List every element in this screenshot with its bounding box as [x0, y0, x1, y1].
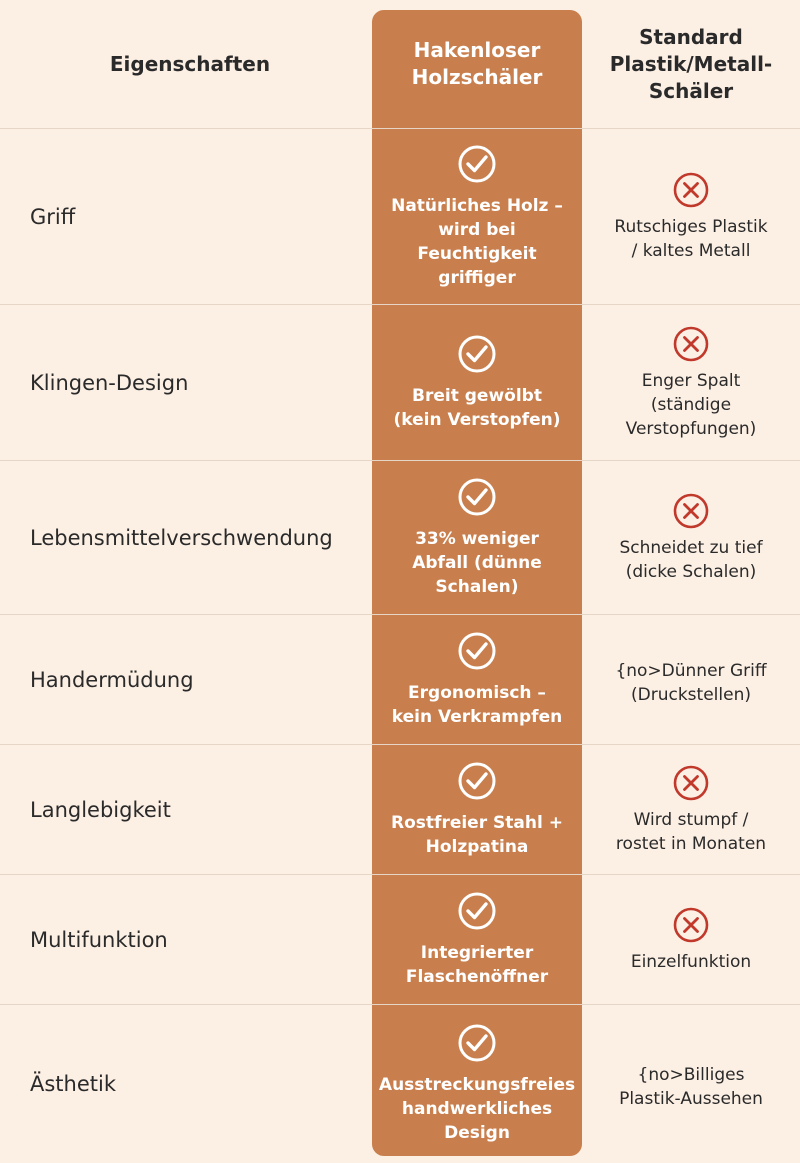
highlight-text-line: kein Verkrampfen: [391, 707, 563, 727]
table-row: [0, 304, 800, 461]
highlight-cell: [372, 745, 582, 875]
highlight-cell: [372, 305, 582, 461]
header-col1: [0, 0, 372, 128]
standard-text-line: {no>Billiges: [637, 1065, 745, 1085]
standard-text: [614, 215, 767, 263]
property-cell: [0, 875, 372, 1005]
highlight-text-line: (kein Verstopfen): [393, 410, 561, 430]
highlight-text-line: griffiger: [438, 268, 516, 288]
standard-cell: [582, 875, 800, 1005]
standard-text-line: Verstopfungen): [625, 419, 757, 439]
property-cell: [0, 1005, 372, 1163]
property-label: Handermüdung: [30, 668, 194, 692]
highlight-text-line: Holzpatina: [425, 837, 529, 857]
standard-text-line: rostet in Monaten: [615, 834, 767, 854]
header-col3-line1: Standard: [639, 24, 743, 49]
highlight-text-line: wird bei: [438, 220, 516, 240]
highlight-cell: [372, 615, 582, 745]
highlight-text: [391, 194, 563, 290]
table-row: [0, 744, 800, 875]
standard-text-line: Wird stumpf /: [633, 810, 749, 830]
highlight-text: [391, 811, 563, 859]
table-row: [0, 874, 800, 1005]
property-cell: [0, 745, 372, 875]
property-cell: [0, 129, 372, 305]
highlight-text-line: Flaschenöffner: [405, 967, 549, 987]
highlight-text-line: Ergonomisch –: [408, 683, 546, 703]
standard-text: [626, 369, 757, 441]
highlight-text-line: Breit gewölbt: [412, 386, 542, 406]
standard-cell: [582, 461, 800, 615]
property-label: Klingen-Design: [30, 371, 189, 395]
standard-text-line: (dicke Schalen): [625, 562, 757, 582]
highlight-cell: [372, 461, 582, 615]
cross-circle-icon: [672, 492, 710, 530]
property-label: Langlebigkeit: [30, 798, 171, 822]
standard-text: [619, 1063, 763, 1111]
check-circle-icon: [457, 631, 497, 671]
property-label: Ästhetik: [30, 1072, 116, 1096]
header-row: [0, 0, 800, 128]
property-cell: [0, 615, 372, 745]
check-circle-icon: [457, 761, 497, 801]
highlight-cell: [372, 875, 582, 1005]
cross-circle-icon: [672, 325, 710, 363]
header-col2-line1: Hakenloser: [413, 38, 541, 62]
standard-text: [615, 659, 766, 707]
highlight-text: [393, 384, 560, 432]
cross-circle-icon: [672, 906, 710, 944]
header-col3-line2: Plastik/Metall-: [609, 51, 773, 76]
standard-text-line: {no>Dünner Griff: [615, 661, 767, 681]
header-col3-line3: Schäler: [648, 78, 734, 103]
header-col2: [372, 0, 582, 128]
standard-text-line: Schneidet zu tief: [619, 538, 763, 558]
property-label: Griff: [30, 205, 76, 229]
highlight-text-line: 33% weniger: [415, 529, 539, 549]
standard-text-line: (ständige: [650, 395, 732, 415]
highlight-text-line: Natürliches Holz –: [391, 196, 563, 216]
highlight-text-line: handwerkliches: [401, 1099, 553, 1119]
table-row: [0, 614, 800, 745]
highlight-text-line: Abfall (dünne: [412, 553, 542, 573]
property-label: Multifunktion: [30, 928, 168, 952]
check-circle-icon: [457, 1023, 497, 1063]
check-circle-icon: [457, 477, 497, 517]
highlight-text-line: Integrierter: [420, 943, 534, 963]
standard-text-line: Enger Spalt: [641, 371, 741, 391]
standard-text: [619, 536, 762, 584]
highlight-text: [406, 941, 548, 989]
highlight-text: [392, 681, 562, 729]
highlight-text-line: Schalen): [435, 577, 519, 597]
highlight-cell: [372, 1005, 582, 1163]
property-cell: [0, 305, 372, 461]
standard-cell: [582, 129, 800, 305]
highlight-text-line: Rostfreier Stahl +: [391, 813, 563, 833]
standard-text-line: / kaltes Metall: [631, 241, 751, 261]
highlight-text-line: Feuchtigkeit: [417, 244, 537, 264]
standard-cell: [582, 615, 800, 745]
table-row: [0, 128, 800, 305]
highlight-cell: [372, 129, 582, 305]
standard-text: [631, 950, 751, 974]
cross-circle-icon: [672, 171, 710, 209]
standard-cell: [582, 305, 800, 461]
standard-cell: [582, 1005, 800, 1163]
table-row: [0, 1004, 800, 1163]
standard-text: [616, 808, 766, 856]
table-row: [0, 460, 800, 615]
standard-text-line: Rutschiges Plastik: [614, 217, 768, 237]
property-label: Lebensmittelverschwendung: [30, 526, 333, 550]
header-col3: [582, 0, 800, 128]
check-circle-icon: [457, 891, 497, 931]
cross-circle-icon: [672, 764, 710, 802]
highlight-text: [379, 1073, 575, 1145]
highlight-text-line: Design: [444, 1123, 510, 1143]
standard-cell: [582, 745, 800, 875]
standard-text-line: (Druckstellen): [631, 685, 751, 705]
check-circle-icon: [457, 144, 497, 184]
property-cell: [0, 461, 372, 615]
header-col1-title: Eigenschaften: [109, 51, 271, 76]
standard-text-line: Plastik-Aussehen: [619, 1089, 763, 1109]
highlight-text-line: Ausstreckungsfreies: [378, 1075, 576, 1095]
standard-text-line: Einzelfunktion: [630, 952, 752, 972]
highlight-text: [412, 527, 542, 599]
header-col2-line2: Holzschäler: [411, 65, 543, 89]
check-circle-icon: [457, 334, 497, 374]
